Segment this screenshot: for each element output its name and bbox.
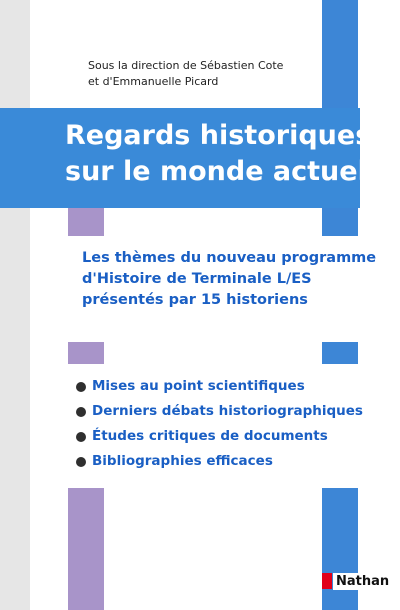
authors-line-1: Sous la direction de Sébastien Cote <box>88 59 284 72</box>
publisher-name: Nathan <box>333 573 392 590</box>
bullet-dot-icon <box>76 457 86 467</box>
features-list <box>74 374 374 474</box>
feature-label: Bibliographies efficaces <box>92 453 273 469</box>
publisher-mark-icon <box>322 573 332 589</box>
decorative-stripe-left <box>0 0 30 610</box>
subtitle-line-1: Les thèmes du nouveau programme <box>82 250 377 266</box>
title-line-2: sur le monde actuel <box>65 156 367 187</box>
feature-item <box>74 374 374 399</box>
bullet-dot-icon <box>76 407 86 417</box>
feature-label: Derniers débats historiographiques <box>92 403 363 419</box>
authors-credit <box>88 58 283 90</box>
authors-line-2: et d'Emmanuelle Picard <box>88 75 219 88</box>
bullet-dot-icon <box>76 382 86 392</box>
decorative-stripe-blue-top <box>322 0 358 108</box>
feature-item <box>74 399 374 424</box>
feature-label: Mises au point scientifiques <box>92 378 305 394</box>
subtitle-line-2: d'Histoire de Terminale L/ES <box>82 271 312 287</box>
publisher-logo <box>322 571 392 591</box>
feature-item <box>74 424 374 449</box>
subtitle-line-3: présentés par 15 historiens <box>82 292 308 308</box>
book-subtitle <box>82 248 377 311</box>
title-line-1: Regards historiques <box>65 120 372 151</box>
feature-item <box>74 449 374 474</box>
bullet-dot-icon <box>76 432 86 442</box>
feature-label: Études critiques de documents <box>92 428 328 444</box>
book-title <box>65 118 372 190</box>
